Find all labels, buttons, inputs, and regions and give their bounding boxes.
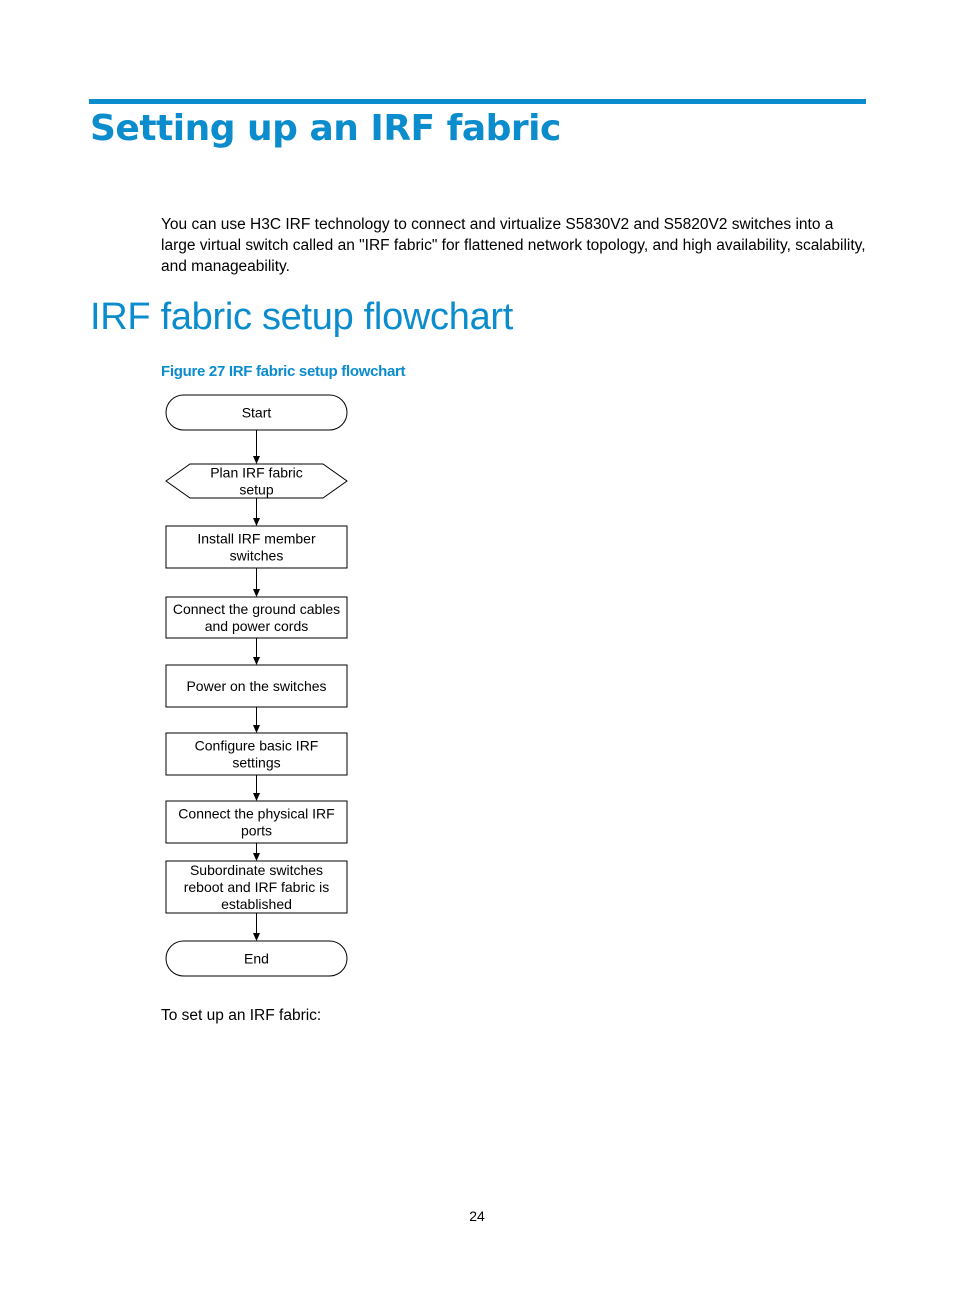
flowchart-step-label: Start bbox=[241, 404, 272, 421]
chapter-title: Setting up an IRF fabric bbox=[90, 108, 561, 149]
flowchart-step-label: Connect the physical IRF bbox=[178, 805, 335, 822]
flowchart-step-label: End bbox=[244, 950, 269, 967]
flowchart-step-label: Subordinate switches bbox=[189, 862, 324, 878]
flowchart-step-label: Power on the switches bbox=[186, 678, 327, 694]
flowchart-step-label: established bbox=[221, 896, 292, 912]
flowchart-step-label: Plan IRF fabric bbox=[210, 464, 303, 481]
arrowhead-icon bbox=[253, 853, 260, 861]
figure-caption: Figure 27 IRF fabric setup flowchart bbox=[161, 363, 406, 380]
flowchart-step-label: setup bbox=[239, 481, 274, 498]
arrowhead-icon bbox=[253, 589, 260, 597]
flowchart-step-label: Configure basic IRF bbox=[194, 737, 319, 754]
flowchart-step-label: reboot and IRF fabric is bbox=[183, 879, 330, 895]
arrowhead-icon bbox=[253, 793, 260, 801]
arrowhead-icon bbox=[253, 933, 260, 941]
section-title: IRF fabric setup flowchart bbox=[90, 296, 514, 338]
flowchart-step-label: ports bbox=[240, 822, 273, 839]
flowchart-step-label: Install IRF member bbox=[197, 530, 316, 547]
arrowhead-icon bbox=[253, 456, 260, 464]
page-number: 24 bbox=[469, 1208, 485, 1224]
flowchart-step-label: settings bbox=[232, 754, 281, 771]
flowchart-step-label: and power cords bbox=[204, 618, 309, 634]
arrowhead-icon bbox=[253, 518, 260, 526]
arrowhead-icon bbox=[253, 725, 260, 733]
flowchart-step-label: switches bbox=[229, 547, 284, 564]
flowchart-step-label: Connect the ground cables bbox=[172, 601, 341, 617]
arrowhead-icon bbox=[253, 657, 260, 665]
after-figure-text: To set up an IRF fabric: bbox=[161, 1007, 322, 1024]
intro-paragraph: You can use H3C IRF technology to connect and virtualize S5830V2 and S5820V2 switches into a large virtual switch called an "IRF fabric" for flattened network topology, and high availability, scalability, and manageability. bbox=[161, 216, 866, 275]
